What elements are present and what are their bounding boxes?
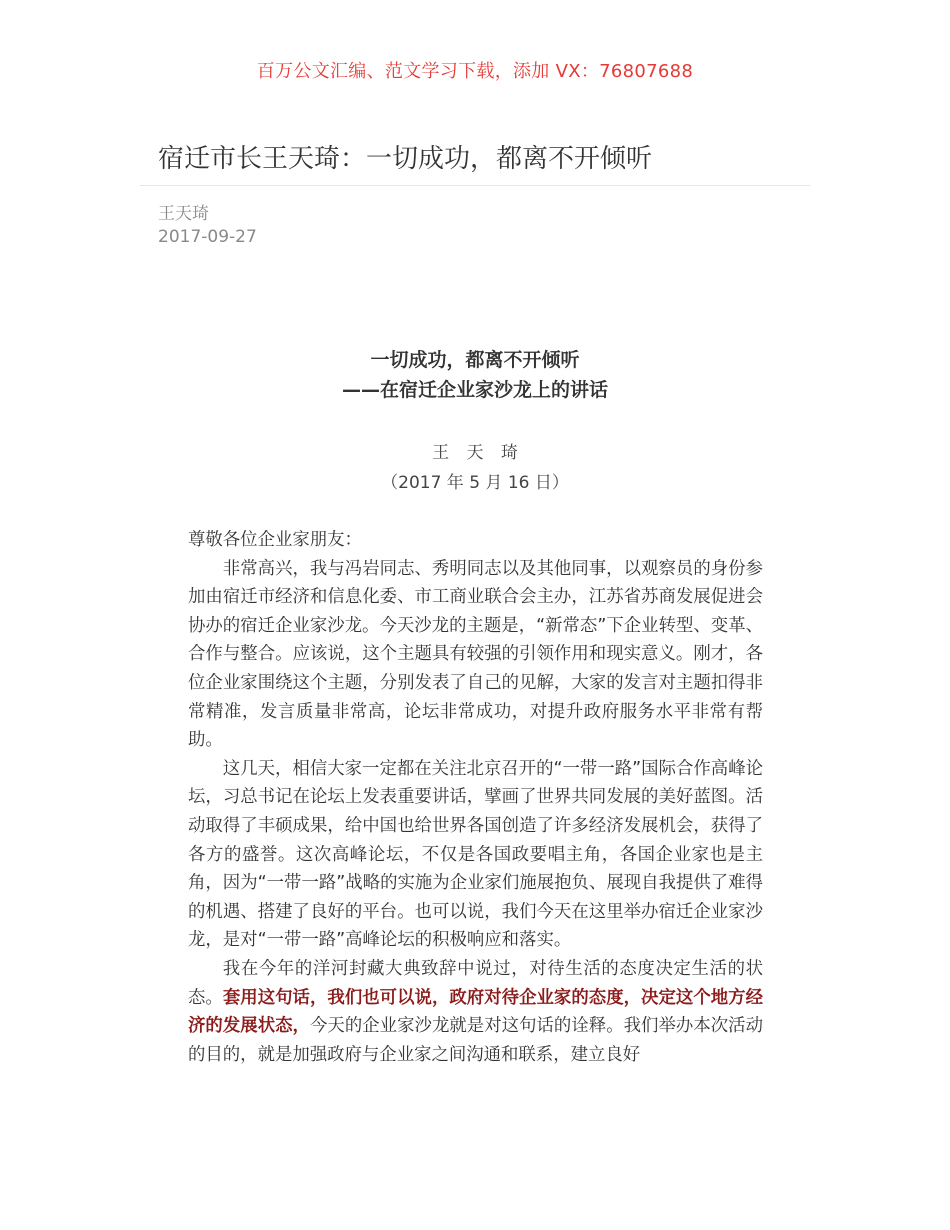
promo-banner: 百万公文汇编、范文学习下载，添加 VX：76807688 — [256, 61, 694, 82]
title-divider — [140, 185, 810, 186]
body-paragraph: 非常高兴，我与冯岩同志、秀明同志以及其他同事，以观察员的身份参加由宿迁市经济和信息化委、市工商业联合会主办，江苏省苏商发展促进会协办的宿迁企业家沙龙。今天沙龙的主题是，“新常态”下企业转型、变革、合作与整合。应该说，这个主题具有较强的引领作用和现实意义。刚才，各位企业家围绕这个主题，分别发表了自己的见解，大家的发言对主题扣得非常精准，发言质量非常高，论坛非常成功，对提升政府服务水平非常有帮助。 — [188, 558, 763, 751]
document-heading-line2: ——在宿迁企业家沙龙上的讲话 — [341, 379, 608, 401]
paragraph-text: 今天的企业家沙龙就是对这句话的诠释。我们举办本次活动的目的，就是加强政府与企业家之间沟通和联系，建立良好 — [188, 1016, 763, 1065]
article-meta — [158, 203, 257, 249]
document-heading-line1: 一切成功，都离不开倾听 — [370, 349, 580, 371]
page-title: 宿迁市长王天琦：一切成功，都离不开倾听 — [158, 144, 653, 174]
document-heading — [0, 345, 950, 405]
article-date: 2017-09-27 — [158, 227, 257, 247]
document-byline — [0, 438, 950, 498]
article-author: 王天琦 — [158, 204, 209, 224]
document-body — [188, 526, 763, 1069]
body-paragraph: 这几天，相信大家一定都在关注北京召开的“一带一路”国际合作高峰论坛，习总书记在论坛上发表重要讲话，擘画了世界共同发展的美好蓝图。活动取得了丰硕成果，给中国也给世界各国创造了许多经济发展机会，获得了各方的盛誉。这次高峰论坛，不仅是各国政要唱主角，各国企业家也是主角，因为“一带一路”战略的实施为企业家们施展抱负、展现自我提供了难得的机遇、搭建了良好的平台。也可以说，我们今天在这里举办宿迁企业家沙龙，是对“一带一路”高峰论坛的积极响应和落实。 — [188, 758, 763, 951]
document-date: （2017 年 5 月 16 日） — [381, 473, 569, 493]
emphasized-text: 套用这句话，我们也可以说，政府对待企业家的态度，决定这个地方经济的发展状态， — [188, 987, 763, 1037]
salutation: 尊敬各位企业家朋友： — [188, 530, 362, 550]
body-paragraph — [188, 955, 763, 1069]
paragraph-text: 我在今年的洋河封藏大典致辞中说过，对待生活的态度决定生活的状态。 — [188, 958, 763, 1008]
document-author: 王 天 琦 — [432, 443, 524, 463]
